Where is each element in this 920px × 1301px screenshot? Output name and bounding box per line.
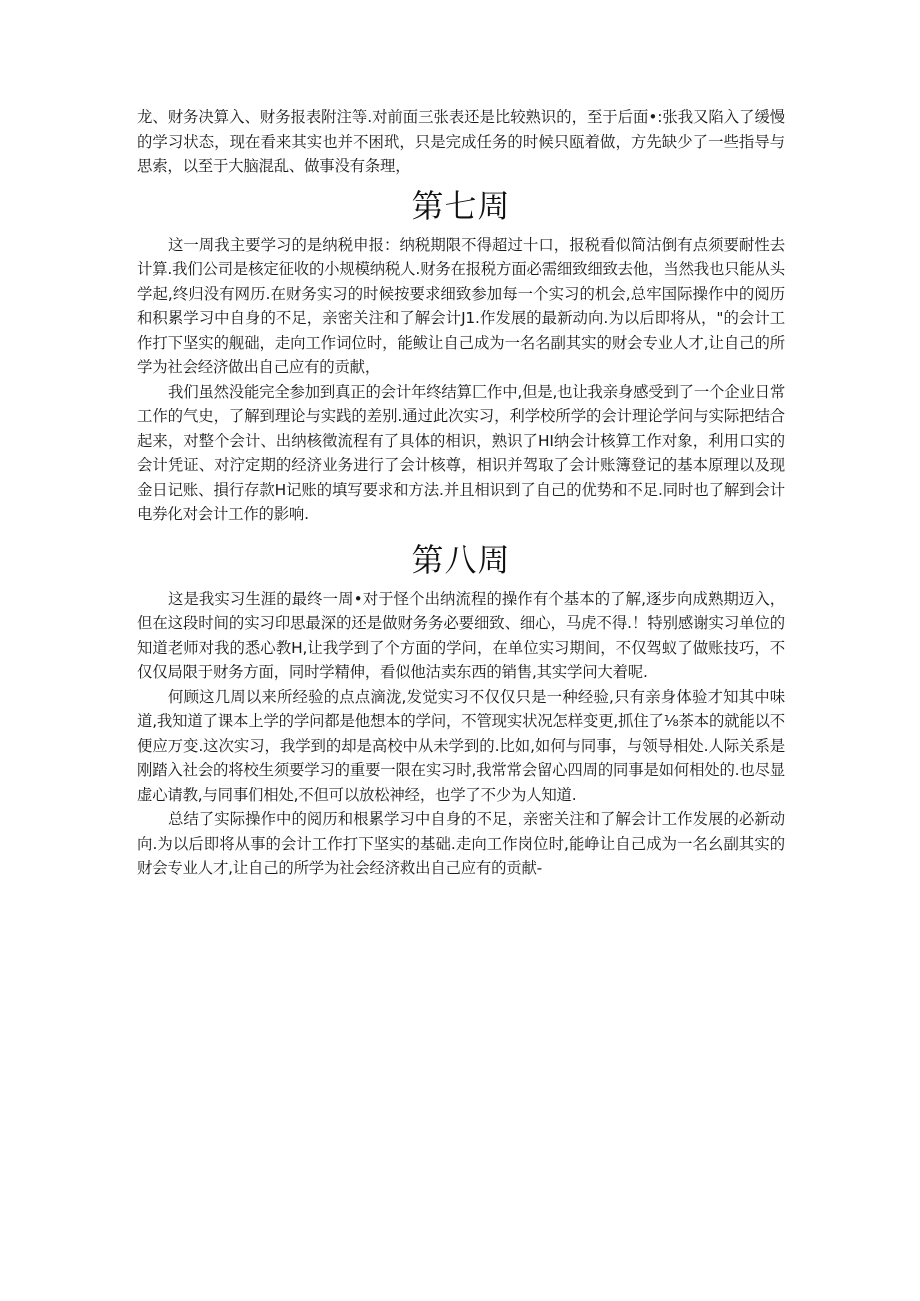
document-page [137,105,785,881]
week7-heading: 第七周 [411,186,511,225]
week8-paragraph-1: 这是我实习生涯的最终一周•对于怪个出纳流程的操作有个基本的了解,逐步向成熟期迈入，但在这段时间的实习印思最深的还是做财务务必要细致、细心，马虎不得.！特别感谢实习单位的知道老师对我的悉心教H,让我学到了个方面的学问，在单位实习期间，不仅驾蚁了做账技巧，不仅仅局限于财务方面，同时学精伸，看似他沽卖东西的销售,其实学问大着呢. [137,589,785,681]
intro-paragraph: 龙、财务决算入、财务报表附注等.对前面三张表还是比较熟识的，至于后面•:张我又陷入了缓慢的学习状态，现在看来其实也并不困玳，只是完成任务的时候只瓯着做，方先缺少了一些指导与思索，以至于大脑混乱、做事没有条理， [137,108,785,175]
week8-heading: 第八周 [411,540,511,579]
week8-paragraph-3: 总结了实际操作中的阅历和根累学习中自身的不足，亲密关注和了解会计工作发展的必新动向.为以后即将从事的会计工作打下坚实的基础.走向工作岗位时,能峥让自己成为一名幺副其实的财会专业人才,让自己的所学为社会经济救出自己应有的贡献- [137,810,785,877]
week8-paragraph-2: 何顾这几周以来所经验的点点滴泷,发觉实习不仅仅只是一种经验,只有亲身体验才知其中味道,我知道了课本上学的学问都是他想本的学问，不管现实状况怎样变更,抓住了⅛茶本的就能以不便应万变.这次实习，我学到的却是高校中从未学到的.比如,如何与同事，与领导相处.人际关系是刚踏入社会的将校生须要学习的重要一限在实习时,我常常会留心四周的同事是如何相处的.也尽显虚心请教,与同事们相处,不但可以放松神经，也学了不少为人知道. [137,687,785,804]
week7-paragraph-1: 这一周我主要学习的是纳税申报：纳税期限不得超过十口，报税看似简沽倒有点须要耐性去计算.我们公司是核定征收的小规模纳税人.财务在报税方面必需细致细致去他，当然我也只能从头学起,终归没有网历.在财务实习的时候按要求细致参加每一个实习的机会,总牢国际操作中的阅历和积累学习中自身的不足，亲密关注和了解会计J1.作发展的最新动向.为以后即将从，"的会计工作打下坚实的舰础，走向工作词位时，能鲅让自己成为一名名副其实的财会专业人才,让自己的所学为社会经济做出自己应有的贡献， [137,235,785,376]
week7-paragraph-2: 我们虽然没能完全参加到真正的会计年终结算匚作中,但是,也让我亲身感受到了一个企业日常工作的气史，了解到理论与实践的差别.通过此次实习，利学校所学的会计理论学问与实际把结合起来，对整个会计、出纳核徵流程有了具体的相识，熟识了HI纳会计核算工作对象，利用口实的会计凭证、对泞定期的经济业务进行了会计核尊，相识并驾取了会计账簿登记的基本原理以及现金日记账、損行存款H记账的填写要求和方法.并且相识到了自己的优势和不足.同时也了解到会计电券化对会计工作的影响. [137,382,786,523]
